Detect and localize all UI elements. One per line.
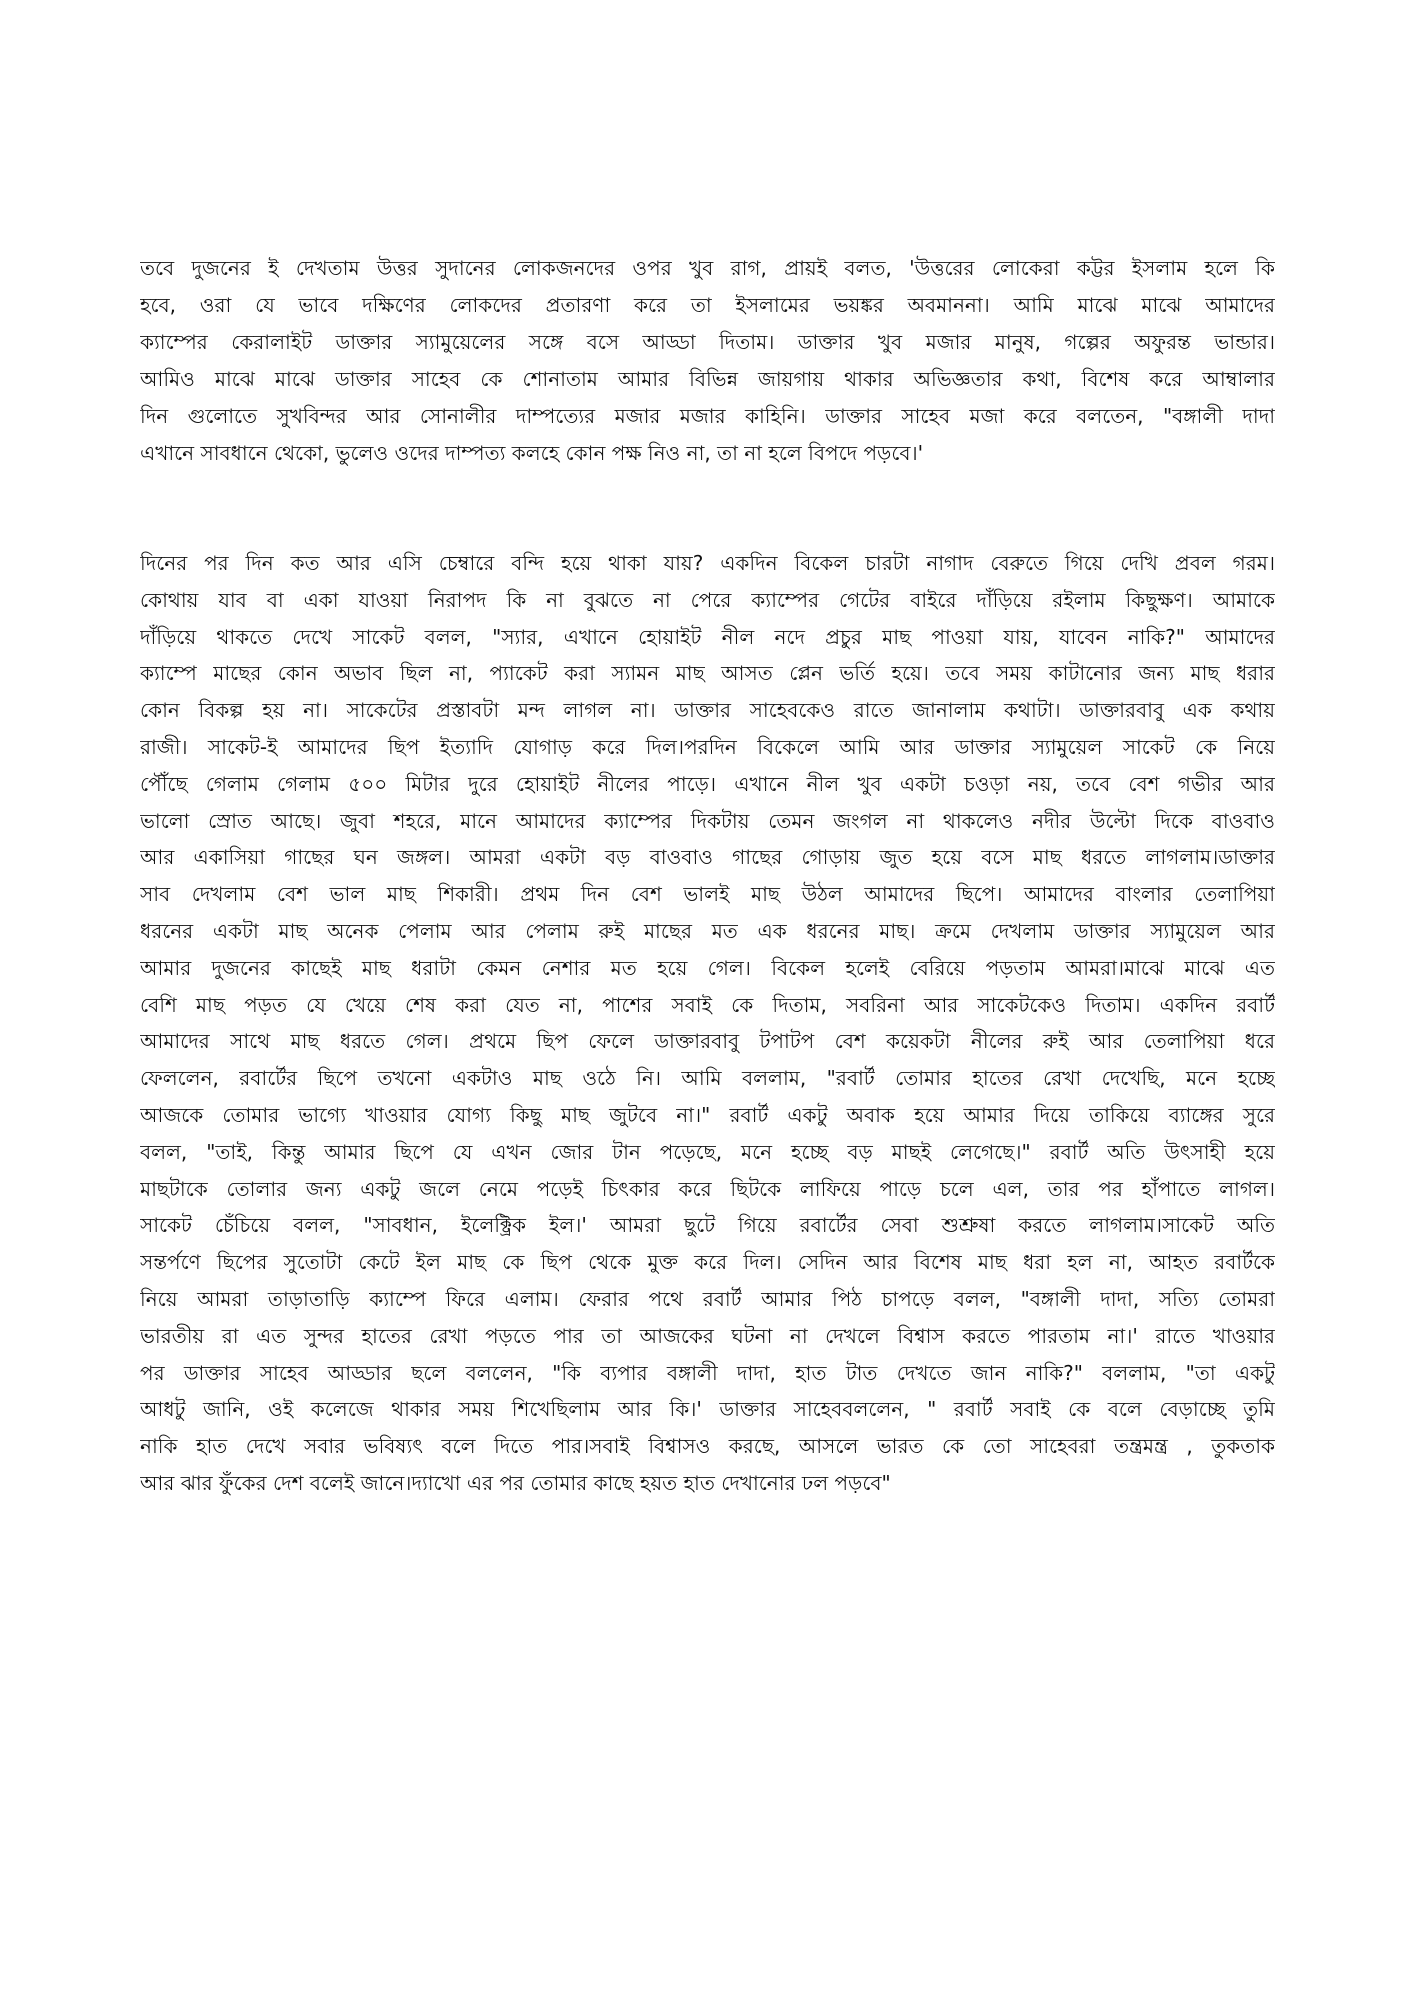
text-line: ভালো স্রোত আছে। জুবা শহরে, মানে আমাদের ক্যাম্পের দিকটায় তেমন জংগল না থাকলেও নদীর উল্টো দিকে বাওবাও bbox=[140, 808, 1275, 833]
text-line: আর ঝার ফুঁকের দেশ বলেই জানে।দ্যাখো এর পর তোমার কাছে হয়ত হাত দেখানোর ঢল পড়বে" bbox=[140, 1470, 891, 1495]
text-line: বলল, "তাই, কিন্তু আমার ছিপে যে এখন জোর টান পড়েছে, মনে হচ্ছে বড় মাছই লেগেছে।" রবার্ট অতি উৎসাহী হয়ে bbox=[140, 1139, 1275, 1164]
text-line: নিয়ে আমরা তাড়াতাড়ি ক্যাম্পে ফিরে এলাম। ফেরার পথে রবার্ট আমার পিঠ চাপড়ে বলল, "বঙ্গালী দাদা, সত্যি তোমরা bbox=[140, 1286, 1275, 1311]
paragraph-1 bbox=[140, 250, 1275, 472]
paragraph-2 bbox=[140, 545, 1275, 1502]
text-line: ক্যাম্পে মাছের কোন অভাব ছিল না, প্যাকেট করা স্যামন মাছ আসত প্লেন ভর্তি হয়ে। তবে সময় কাটানোর জন্য মাছ ধরার bbox=[140, 661, 1275, 686]
text-line: কোথায় যাব বা একা যাওয়া নিরাপদ কি না বুঝতে না পেরে ক্যাম্পের গেটের বাইরে দাঁড়িয়ে রইলাম কিছুক্ষণ। আমাকে bbox=[140, 587, 1275, 612]
text-line: আমার দুজনের কাছেই মাছ ধরাটা কেমন নেশার মত হয়ে গেল। বিকেল হলেই বেরিয়ে পড়তাম আমরা।মাঝে মাঝে এত bbox=[140, 955, 1275, 980]
text-line: ফেললেন, রবার্টের ছিপে তখনো একটাও মাছ ওঠে নি। আমি বললাম, "রবার্ট তোমার হাতের রেখা দেখেছি, মনে হচ্ছে bbox=[140, 1066, 1275, 1091]
text-line: পর ডাক্তার সাহেব আড্ডার ছলে বললেন, "কি ব্যপার বঙ্গালী দাদা, হাত টাত দেখতে জান নাকি?" বললাম, "তা একটু bbox=[140, 1360, 1275, 1385]
text-line: সাকেট চেঁচিয়ে বলল, "সাবধান, ইলেক্ট্রিক ইল।' আমরা ছুটে গিয়ে রবার্টের সেবা শুশ্রুষা করতে লাগলাম।সাকেট অতি bbox=[140, 1213, 1275, 1238]
text-line: পৌঁছে গেলাম গেলাম ৫০০ মিটার দুরে হোয়াইট নীলের পাড়ে। এখানে নীল খুব একটা চওড়া নয়, তবে বেশ গভীর আর bbox=[140, 771, 1275, 796]
text-line: দাঁড়িয়ে থাকতে দেখে সাকেট বলল, "স্যার, এখানে হোয়াইট নীল নদে প্রচুর মাছ পাওয়া যায়, যাবেন নাকি?" আমাদের bbox=[140, 624, 1275, 649]
text-line: এখানে সাবধানে থেকো, ভুলেও ওদের দাম্পত্য কলহে কোন পক্ষ নিও না, তা না হলে বিপদে পড়বে।' bbox=[140, 441, 924, 465]
text-line: তবে দুজনের ই দেখতাম উত্তর সুদানের লোকজনদের ওপর খুব রাগ, প্রায়ই বলত, 'উত্তরের লোকেরা কট্টর ইসলাম হলে কি bbox=[140, 256, 1275, 280]
text-line: সন্তর্পণে ছিপের সুতোটা কেটে ইল মাছ কে ছিপ থেকে মুক্ত করে দিল। সেদিন আর বিশেষ মাছ ধরা হল না, আহত রবার্টকে bbox=[140, 1250, 1275, 1275]
text-line: আমিও মাঝে মাঝে ডাক্তার সাহেব কে শোনাতাম আমার বিভিন্ন জায়গায় থাকার অভিজ্ঞতার কথা, বিশেষ করে আম্বালার bbox=[140, 367, 1275, 391]
text-line: কোন বিকল্প হয় না। সাকেটের প্রস্তাবটা মন্দ লাগল না। ডাক্তার সাহেবকেও রাতে জানালাম কথাটা। ডাক্তারবাবু এক কথায় bbox=[140, 698, 1275, 723]
text-line: দিনের পর দিন কত আর এসি চেম্বারে বন্দি হয়ে থাকা যায়? একদিন বিকেল চারটা নাগাদ বেরুতে গিয়ে দেখি প্রবল গরম। bbox=[140, 551, 1275, 575]
text-line: হবে, ওরা যে ভাবে দক্ষিণের লোকদের প্রতারণা করে তা ইসলামের ভয়ঙ্কর অবমাননা। আমি মাঝে মাঝে আমাদের bbox=[140, 293, 1275, 317]
text-line: আমাদের সাথে মাছ ধরতে গেল। প্রথমে ছিপ ফেলে ডাক্তারবাবু টপাটপ বেশ কয়েকটা নীলের রুই আর তেলাপিয়া ধরে bbox=[140, 1029, 1275, 1054]
text-line: আজকে তোমার ভাগ্যে খাওয়ার যোগ্য কিছু মাছ জুটবে না।" রবার্ট একটু অবাক হয়ে আমার দিয়ে তাকিয়ে ব্যাঙ্গের সুরে bbox=[140, 1102, 1275, 1127]
text-line: নাকি হাত দেখে সবার ভবিষ্যৎ বলে দিতে পার।সবাই বিশ্বাসও করছে, আসলে ভারত কে তো সাহেবরা তন্ত্রমন্ত্র , তুকতাক bbox=[140, 1434, 1275, 1459]
text-line: সাব দেখলাম বেশ ভাল মাছ শিকারী। প্রথম দিন বেশ ভালই মাছ উঠল আমাদের ছিপে। আমাদের বাংলার তেলাপিয়া bbox=[140, 882, 1275, 907]
text-line: ধরনের একটা মাছ অনেক পেলাম আর পেলাম রুই মাছের মত এক ধরনের মাছ। ক্রমে দেখলাম ডাক্তার স্যামুয়েল আর bbox=[140, 918, 1275, 943]
text-line: ভারতীয় রা এত সুন্দর হাতের রেখা পড়তে পার তা আজকের ঘটনা না দেখলে বিশ্বাস করতে পারতাম না।' রাতে খাওয়ার bbox=[140, 1323, 1275, 1348]
text-line: আর একাসিয়া গাছের ঘন জঙ্গল। আমরা একটা বড় বাওবাও গাছের গোড়ায় জুত হয়ে বসে মাছ ধরতে লাগলাম।ডাক্তার bbox=[140, 845, 1275, 870]
text-line: মাছটাকে তোলার জন্য একটু জলে নেমে পড়েই চিৎকার করে ছিটকে লাফিয়ে পাড়ে চলে এল, তার পর হাঁপাতে লাগল। bbox=[140, 1176, 1275, 1201]
text-line: দিন গুলোতে সুখবিন্দর আর সোনালীর দাম্পত্যের মজার মজার কাহিনি। ডাক্তার সাহেব মজা করে বলতেন, "বঙ্গালী দাদা bbox=[140, 404, 1275, 428]
text-line: ক্যাম্পের কেরালাইট ডাক্তার স্যামুয়েলের সঙ্গে বসে আড্ডা দিতাম। ডাক্তার খুব মজার মানুষ, গল্পের অফুরন্ত ভান্ডার। bbox=[140, 330, 1275, 354]
text-line: বেশি মাছ পড়ত যে খেয়ে শেষ করা যেত না, পাশের সবাই কে দিতাম, সবরিনা আর সাকেটকেও দিতাম। একদিন রবার্ট bbox=[140, 992, 1275, 1017]
text-line: আধটু জানি, ওই কলেজে থাকার সময় শিখেছিলাম আর কি।' ডাক্তার সাহেববললেন, " রবার্ট সবাই কে বলে বেড়াচ্ছে তুমি bbox=[140, 1397, 1275, 1422]
text-line: রাজী। সাকেট-ই আমাদের ছিপ ইত্যাদি যোগাড় করে দিল।পরদিন বিকেলে আমি আর ডাক্তার স্যামুয়েল সাকেট কে নিয়ে bbox=[140, 734, 1275, 759]
